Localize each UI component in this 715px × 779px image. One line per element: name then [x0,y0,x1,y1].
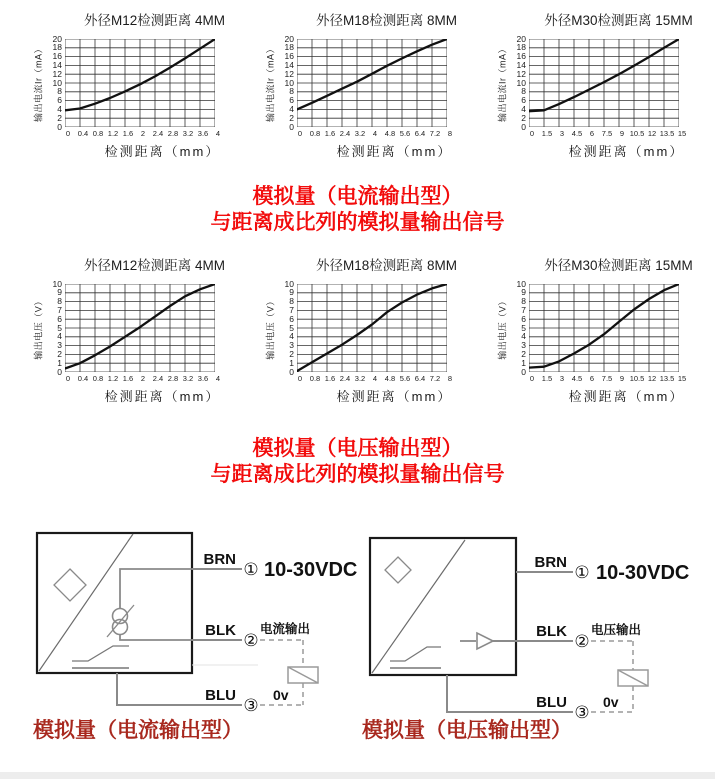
chart-title: 外径M12检测距离 4MM [83,13,225,28]
x-tick: 0.8 [92,129,104,138]
y-tick: 18 [516,42,526,53]
x-tick: 6 [589,374,595,383]
voltage-output-charts-row [28,257,715,405]
x-tick: 6.4 [414,374,426,383]
y-tick: 9 [57,287,62,298]
terminal-3-icon: ③ [243,696,259,715]
y-tick: 4 [289,331,294,342]
circuit-wire [120,634,192,640]
x-tick: 0 [529,129,535,138]
y-tick: 4 [57,331,62,342]
x-tick: 1.6 [122,374,134,383]
current-source-icon [107,605,134,637]
sensing-face-diamond-icon [385,557,411,583]
x-tick: 15 [677,129,687,138]
y-tick: 9 [521,287,526,298]
x-axis-ticks [297,372,453,383]
x-tick: 1.5 [541,374,553,383]
chart-title: 外径M30检测距离 15MM [544,13,693,28]
x-tick: 3 [559,129,565,138]
wire-label-brn: BRN [203,551,236,568]
x-tick: 1.5 [541,129,553,138]
y-tick: 2 [57,348,62,359]
y-tick: 2 [521,348,526,359]
ramp-signal-icon [72,646,129,668]
terminal-1-icon: ① [574,563,590,582]
chart-current-m18 [260,12,492,160]
y-tick: 3 [57,340,62,351]
y-tick: 7 [289,304,294,315]
x-tick: 3.2 [182,374,194,383]
y-tick: 8 [57,86,62,97]
heading-line-1: 模拟量（电压输出型） [252,437,463,460]
y-tick: 6 [289,313,294,324]
y-tick: 1 [521,357,526,368]
wire-label-blu: BLU [205,687,236,704]
x-tick: 3.2 [354,129,366,138]
x-axis-label: 检测距离（mm） [568,389,685,404]
x-tick: 6.4 [414,129,426,138]
y-tick: 10 [516,77,526,88]
y-tick: 8 [521,296,526,307]
y-tick: 8 [289,86,294,97]
terminal-1-icon: ① [243,560,259,579]
wire-label-blk: BLK [536,623,567,640]
x-tick: 6 [589,129,595,138]
y-tick: 0 [521,121,526,132]
x-tick: 7.2 [429,129,441,138]
x-axis-ticks [529,372,687,383]
x-tick: 0.8 [92,374,104,383]
x-tick: 8 [447,129,453,138]
x-tick: 0 [529,374,535,383]
x-tick: 10.5 [629,129,645,138]
x-axis-ticks [65,127,221,138]
y-tick: 2 [289,112,294,123]
y-tick: 16 [284,51,294,62]
y-tick: 10 [516,278,526,289]
y-tick: 14 [516,59,526,70]
load-branch [591,641,648,712]
supply-voltage-label: 10-30VDC [264,559,358,581]
x-axis-label: 检测距离（mm） [104,144,221,159]
chart-title: 外径M18检测距离 8MM [315,258,457,273]
ramp-signal-icon [390,647,441,668]
y-tick: 6 [289,95,294,106]
y-tick: 8 [57,296,62,307]
wire-label-blu: BLU [536,694,567,711]
x-axis-ticks [297,127,453,138]
y-tick: 6 [521,95,526,106]
y-tick: 5 [57,322,62,333]
plot-area [297,39,447,127]
chart-title: 外径M12检测距离 4MM [83,258,225,273]
x-tick: 0 [297,374,303,383]
x-tick: 4 [372,129,378,138]
wiring-diagram-current [20,520,365,720]
y-axis-ticks [45,33,65,132]
wiring-caption-voltage: 模拟量（电压输出型） [362,719,572,742]
y-tick: 9 [289,287,294,298]
x-tick: 2 [140,129,146,138]
y-tick: 8 [289,296,294,307]
x-tick: 0 [65,129,71,138]
y-axis-ticks [277,278,297,377]
y-tick: 2 [289,348,294,359]
y-tick: 7 [521,304,526,315]
x-tick: 0 [65,374,71,383]
plot-area [297,284,447,372]
y-tick: 18 [284,42,294,53]
y-tick: 3 [521,340,526,351]
amplifier-icon [460,633,493,649]
x-axis-label: 检测距离（mm） [336,389,453,404]
y-axis-label: 输出电流Ir（mA） [33,44,44,122]
sensor-box [37,533,192,673]
y-tick: 12 [516,68,526,79]
x-tick: 7.5 [601,129,613,138]
y-tick: 5 [289,322,294,333]
y-tick: 4 [289,103,294,114]
x-tick: 9 [619,129,625,138]
y-tick: 6 [57,313,62,324]
y-tick: 8 [521,86,526,97]
x-tick: 2.8 [167,374,179,383]
footer-divider [0,772,715,779]
x-tick: 10.5 [629,374,645,383]
x-tick: 3.6 [197,374,209,383]
heading-line-1: 模拟量（电流输出型） [252,185,463,208]
x-tick: 0.4 [77,129,89,138]
y-tick: 16 [516,51,526,62]
ground-label: 0v [273,687,289,703]
terminal-2-icon: ② [574,632,590,651]
plot-area [529,284,679,372]
x-tick: 15 [677,374,687,383]
x-tick: 9 [619,374,625,383]
current-output-charts-row [28,12,715,160]
y-tick: 1 [57,357,62,368]
y-tick: 10 [284,77,294,88]
chart-voltage-m18 [260,257,492,405]
x-tick: 4.8 [384,129,396,138]
chart-title: 外径M30检测距离 15MM [544,258,693,273]
load-branch [260,640,318,705]
y-tick: 18 [52,42,62,53]
y-tick: 12 [52,68,62,79]
x-tick: 2 [140,374,146,383]
plot-area [529,39,679,127]
output-type-label: 电压输出 [591,623,642,637]
plot-area [65,284,215,372]
y-tick: 10 [52,77,62,88]
wire-label-brn: BRN [534,554,567,571]
y-tick: 14 [284,59,294,70]
y-tick: 6 [57,95,62,106]
x-tick: 12 [647,129,657,138]
x-tick: 13.5 [659,374,675,383]
ground-label: 0v [603,694,619,710]
sensing-face-diamond-icon [54,569,86,601]
x-tick: 7.5 [601,374,613,383]
x-tick: 1.6 [324,129,336,138]
x-tick: 8 [447,374,453,383]
y-tick: 4 [57,103,62,114]
x-tick: 1.6 [122,129,134,138]
x-axis-ticks [529,127,687,138]
y-tick: 4 [521,331,526,342]
x-tick: 7.2 [429,374,441,383]
x-tick: 2.4 [152,129,164,138]
y-tick: 20 [52,33,62,44]
x-tick: 0.8 [309,129,321,138]
chart-current-m12 [28,12,260,160]
y-tick: 0 [521,366,526,377]
x-tick: 1.2 [107,129,119,138]
x-tick: 1.6 [324,374,336,383]
y-tick: 0 [289,366,294,377]
x-tick: 2.8 [167,129,179,138]
x-tick: 4 [215,129,221,138]
x-axis-label: 检测距离（mm） [336,144,453,159]
x-axis-ticks [65,372,221,383]
x-tick: 4 [215,374,221,383]
y-tick: 0 [57,121,62,132]
y-tick: 1 [289,357,294,368]
x-tick: 0 [297,129,303,138]
diagonal-line [39,534,133,671]
x-tick: 3 [559,374,565,383]
y-axis-ticks [277,33,297,132]
y-tick: 0 [289,121,294,132]
y-axis-label: 输出电流Ir（mA） [497,44,508,122]
y-tick: 20 [516,33,526,44]
x-tick: 4.8 [384,374,396,383]
plot-area [65,39,215,127]
y-tick: 2 [57,112,62,123]
y-tick: 16 [52,51,62,62]
x-tick: 3.2 [182,129,194,138]
x-tick: 5.6 [399,129,411,138]
chart-title: 外径M18检测距离 8MM [315,13,457,28]
y-axis-ticks [509,278,529,377]
wiring-diagram-voltage [355,520,710,720]
sensor-box [370,538,516,675]
x-tick: 2.4 [339,374,351,383]
x-tick: 2.4 [339,129,351,138]
y-axis-label: 输出电流Ir（mA） [265,44,276,122]
circuit-wire [120,569,192,609]
x-tick: 5.6 [399,374,411,383]
x-tick: 12 [647,374,657,383]
x-tick: 1.2 [107,374,119,383]
section-heading-current [0,184,715,236]
y-axis-ticks [45,278,65,377]
y-tick: 2 [521,112,526,123]
y-tick: 0 [57,366,62,377]
y-tick: 10 [52,278,62,289]
y-tick: 20 [284,33,294,44]
x-tick: 0.8 [309,374,321,383]
heading-line-2: 与距离成比列的模拟量输出信号 [210,463,505,486]
section-heading-voltage [0,436,715,488]
chart-voltage-m12 [28,257,260,405]
y-tick: 7 [57,304,62,315]
chart-current-m30 [492,12,715,160]
y-tick: 14 [52,59,62,70]
y-tick: 5 [521,322,526,333]
y-tick: 10 [284,278,294,289]
terminal-3-icon: ③ [574,703,590,720]
output-type-label: 电流输出 [260,622,311,636]
x-tick: 4.5 [571,129,583,138]
y-axis-label: 输出电压（V） [33,296,44,360]
supply-voltage-label: 10-30VDC [596,562,690,584]
x-tick: 2.4 [152,374,164,383]
heading-line-2: 与距离成比列的模拟量输出信号 [210,211,505,234]
x-tick: 3.6 [197,129,209,138]
x-tick: 3.2 [354,374,366,383]
y-tick: 4 [521,103,526,114]
x-axis-label: 检测距离（mm） [568,144,685,159]
x-tick: 4 [372,374,378,383]
y-axis-label: 输出电压（V） [265,296,276,360]
x-tick: 4.5 [571,374,583,383]
wiring-caption-current: 模拟量（电流输出型） [33,719,243,742]
x-tick: 13.5 [659,129,675,138]
y-axis-ticks [509,33,529,132]
y-tick: 3 [289,340,294,351]
y-tick: 6 [521,313,526,324]
y-axis-label: 输出电压（V） [497,296,508,360]
wire-label-blk: BLK [205,622,236,639]
y-tick: 12 [284,68,294,79]
terminal-2-icon: ② [243,631,259,650]
x-tick: 0.4 [77,374,89,383]
x-axis-label: 检测距离（mm） [104,389,221,404]
chart-voltage-m30 [492,257,715,405]
